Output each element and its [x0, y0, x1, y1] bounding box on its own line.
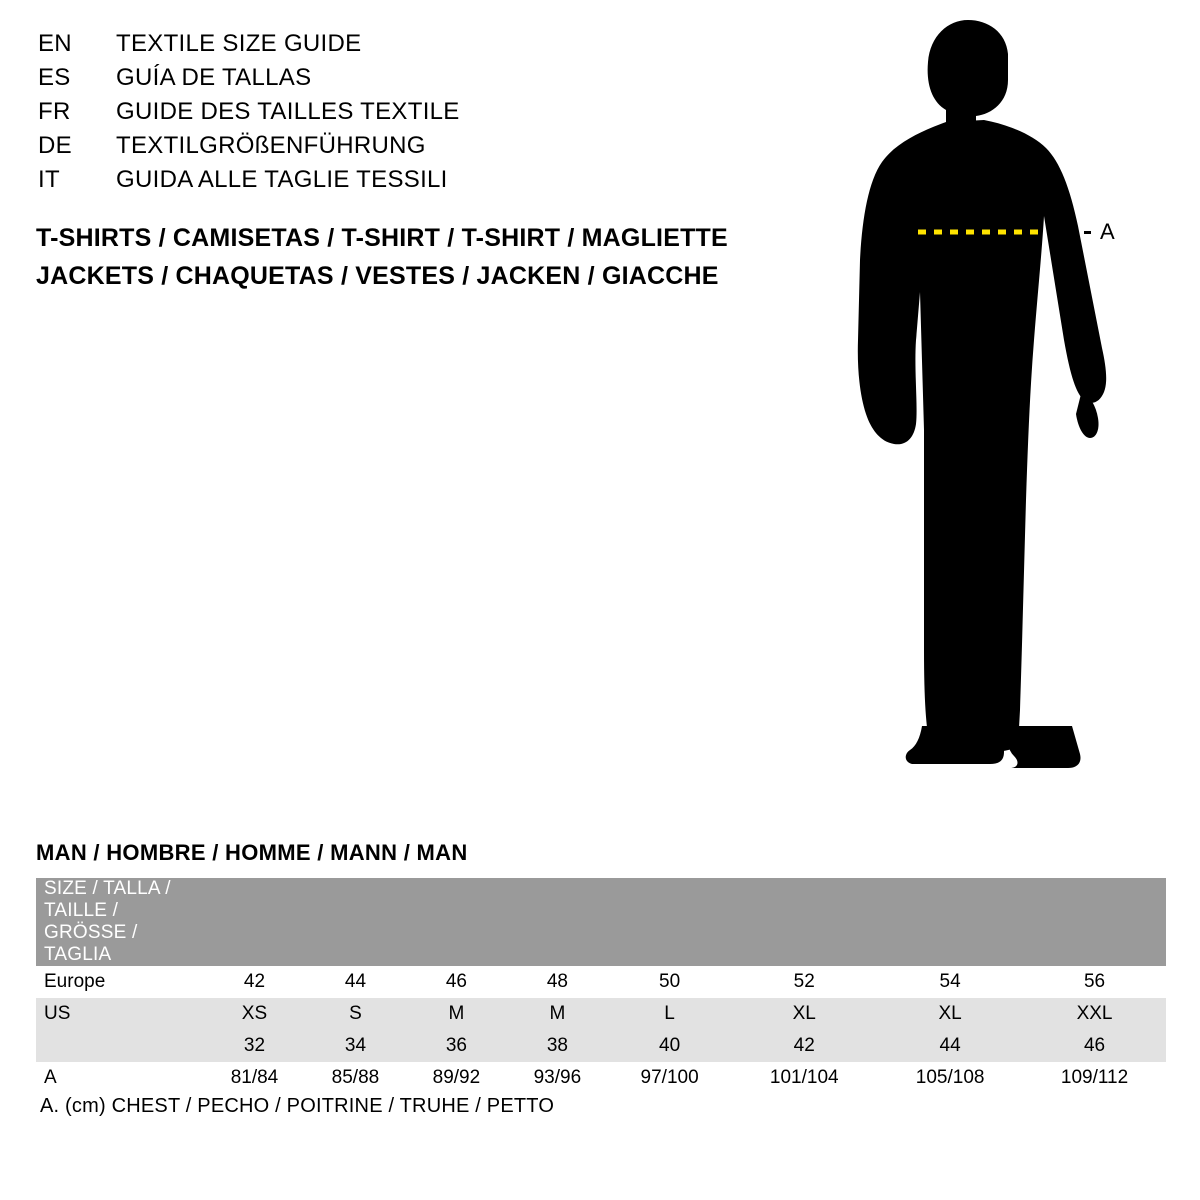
measure-leader-dashes: [1058, 231, 1092, 234]
table-cell: 109/112: [1023, 1062, 1166, 1094]
measure-label-a: A: [1100, 219, 1116, 244]
table-cell: 44: [305, 966, 406, 998]
table-cell: 93/96: [507, 1062, 608, 1094]
row-label: [36, 1030, 204, 1062]
table-cell: 52: [731, 966, 877, 998]
size-table: [36, 878, 1166, 1094]
language-text: TEXTILE SIZE GUIDE: [116, 30, 362, 57]
table-cell: 50: [608, 966, 731, 998]
size-table-section: [36, 840, 1166, 1094]
table-cell: 44: [877, 1030, 1023, 1062]
table-cell: M: [406, 998, 507, 1030]
table-row: [36, 966, 1166, 998]
language-text: GUÍA DE TALLAS: [116, 64, 312, 91]
table-row: [36, 1062, 1166, 1094]
table-cell: 34: [305, 1030, 406, 1062]
row-label: Europe: [36, 966, 204, 998]
language-row: [38, 64, 738, 98]
language-text: GUIDA ALLE TAGLIE TESSILI: [116, 166, 448, 193]
language-code: EN: [38, 30, 72, 57]
table-cell: 56: [1023, 966, 1166, 998]
table-cell: 46: [1023, 1030, 1166, 1062]
table-cell: 89/92: [406, 1062, 507, 1094]
silhouette-icon: [820, 10, 1180, 800]
table-cell: 32: [204, 1030, 305, 1062]
table-cell: 105/108: [877, 1062, 1023, 1094]
table-cell: 46: [406, 966, 507, 998]
footnote-chest-measurement: A. (cm) CHEST / PECHO / POITRINE / TRUHE / PETTO: [40, 1095, 555, 1117]
table-cell: XL: [731, 998, 877, 1030]
language-header-block: [38, 30, 738, 200]
table-header-spacer: [877, 878, 1023, 966]
table-cell: L: [608, 998, 731, 1030]
body-silhouette-figure: [820, 10, 1180, 800]
table-cell: 54: [877, 966, 1023, 998]
language-row: [38, 132, 738, 166]
table-cell: 40: [608, 1030, 731, 1062]
language-code: FR: [38, 98, 71, 125]
table-cell: M: [507, 998, 608, 1030]
language-text: TEXTILGRÖßENFÜHRUNG: [116, 132, 426, 159]
language-row: [38, 166, 738, 200]
table-cell: 36: [406, 1030, 507, 1062]
table-cell: 101/104: [731, 1062, 877, 1094]
table-header-spacer: [1023, 878, 1166, 966]
table-cell: XS: [204, 998, 305, 1030]
language-code: IT: [38, 166, 60, 193]
table-cell: 85/88: [305, 1062, 406, 1094]
table-cell: 38: [507, 1030, 608, 1062]
table-header-row: [36, 878, 1166, 966]
table-header-spacer: [305, 878, 406, 966]
table-cell: 81/84: [204, 1062, 305, 1094]
table-title: MAN / HOMBRE / HOMME / MANN / MAN: [36, 840, 468, 865]
row-label: US: [36, 998, 204, 1030]
table-cell: XL: [877, 998, 1023, 1030]
table-cell: XXL: [1023, 998, 1166, 1030]
table-cell: 97/100: [608, 1062, 731, 1094]
language-code: ES: [38, 64, 71, 91]
table-cell: S: [305, 998, 406, 1030]
table-header-spacer: [406, 878, 507, 966]
table-cell: 42: [731, 1030, 877, 1062]
language-row: [38, 30, 738, 64]
table-header-spacer: [731, 878, 877, 966]
table-row: [36, 998, 1166, 1030]
row-label: A: [36, 1062, 204, 1094]
language-text: GUIDE DES TAILLES TEXTILE: [116, 98, 460, 125]
table-header-label: SIZE / TALLA / TAILLE / GRÖSSE / TAGLIA: [36, 878, 204, 966]
category-line-jackets: JACKETS / CHAQUETAS / VESTES / JACKEN / GIACCHE: [36, 262, 719, 290]
table-header-spacer: [608, 878, 731, 966]
table-header-spacer: [507, 878, 608, 966]
language-row: [38, 98, 738, 132]
table-header-spacer: [204, 878, 305, 966]
category-line-tshirts: T-SHIRTS / CAMISETAS / T-SHIRT / T-SHIRT / MAGLIETTE: [36, 224, 728, 252]
table-row: [36, 1030, 1166, 1062]
category-block: [36, 219, 796, 295]
language-code: DE: [38, 132, 72, 159]
table-cell: 48: [507, 966, 608, 998]
table-cell: 42: [204, 966, 305, 998]
